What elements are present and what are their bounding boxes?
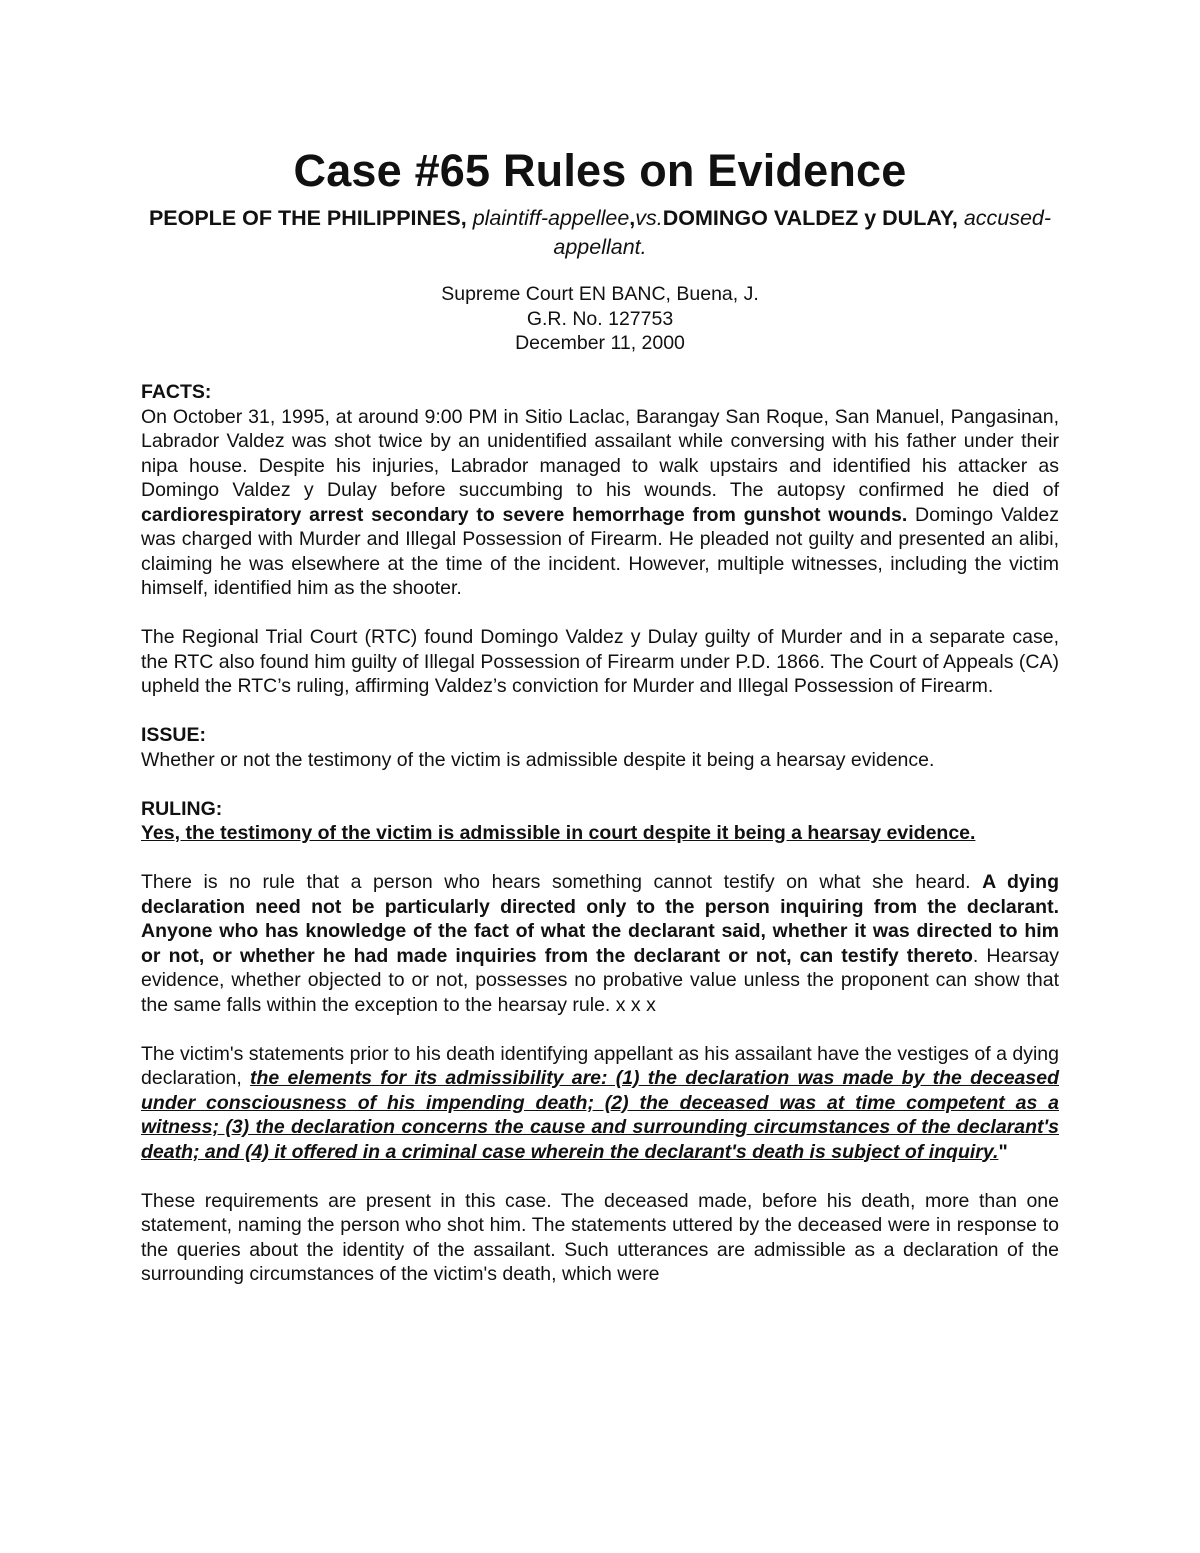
facts-paragraph-1: On October 31, 1995, at around 9:00 PM in Sitio Laclac, Barangay San Roque, San Manuel, Pangasinan, Labrador Valdez was shot twice by an unidentified assailant while conversing with his father under their nipa house. Despite his injuries, Labrador managed to walk upstairs and identified his attacker as Domingo Valdez y Dulay before succumbing to his wounds. The autopsy confirmed he died of cardiorespiratory arrest secondary to severe hemorrhage from gunshot wounds. Domingo Valdez was charged with Murder and Illegal Possession of Firearm. He pleaded not guilty and presented an alibi, claiming he was elsewhere at the time of the incident. However, multiple witnesses, including the victim himself, identified him as the shooter. bbox=[141, 405, 1059, 599]
accused-role: accused-appellant bbox=[553, 206, 1052, 259]
decision-date: December 11, 2000 bbox=[515, 332, 685, 354]
page-title: Case #65 Rules on Evidence bbox=[293, 145, 907, 196]
versus: vs. bbox=[635, 206, 663, 230]
cause-of-death: cardiorespiratory arrest secondary to severe hemorrhage from gunshot wounds. bbox=[141, 503, 908, 526]
issue-text: Whether or not the testimony of the victim is admissible despite it being a hearsay evidence. bbox=[141, 748, 935, 771]
admissibility-elements: the elements for its admissibility are: (1) the declaration was made by the deceased under consciousness of his impending death; (2) the deceased was at time competent as a witness; (3) the declaration concerns the cause and surrounding circumstances of the declarant's death; and (4) it offered in a criminal case wherein the declarant's death is subject of inquiry. bbox=[141, 1067, 1059, 1163]
issue-heading: ISSUE: bbox=[141, 724, 207, 746]
plaintiff-role: plaintiff-appellee bbox=[472, 206, 630, 230]
facts-heading: FACTS: bbox=[141, 381, 212, 403]
case-parties: PEOPLE OF THE PHILIPPINES, plaintiff-appellee,vs.DOMINGO VALDEZ y DULAY, accused-appellant. bbox=[148, 206, 1052, 259]
ruling-answer: Yes, the testimony of the victim is admissible in court despite it being a hearsay evidence. bbox=[141, 822, 976, 844]
gr-number: G.R. No. 127753 bbox=[526, 307, 674, 330]
dying-declaration-rule: A dying declaration need not be particularly directed only to the person inquiring from the declarant. Anyone who has knowledge of the fact of what the declarant said, whether it was directed to him or not, or whether he had made inquiries from the declarant or not, can testify thereto bbox=[141, 871, 1059, 967]
ruling-paragraph-1: There is no rule that a person who hears something cannot testify on what she heard. A dying declaration need not be particularly directed only to the person inquiring from the declarant. Anyone who has knowledge of the fact of what the declarant said, whether it was directed to him or not, or whether he had made inquiries from the declarant or not, can testify thereto. Hearsay evidence, whether objected to or not, possesses no probative value unless the proponent can show that the same falls within the exception to the hearsay rule. x x x bbox=[141, 871, 1059, 1016]
case-meta bbox=[141, 282, 1059, 356]
accused-name: DOMINGO VALDEZ y DULAY bbox=[662, 206, 952, 230]
facts-paragraph-2: The Regional Trial Court (RTC) found Domingo Valdez y Dulay guilty of Murder and in a separate case, the RTC also found him guilty of Illegal Possession of Firearm under P.D. 1866. The Court of Appeals (CA) upheld the RTC’s ruling, affirming Valdez’s conviction for Murder and Illegal Possession of Firearm. bbox=[141, 626, 1059, 697]
plaintiff-name: PEOPLE OF THE PHILIPPINES bbox=[148, 206, 461, 230]
document-page bbox=[141, 140, 1059, 1287]
ruling-paragraph-3: These requirements are present in this case. The deceased made, before his death, more than one statement, naming the person who shot him. The statements uttered by the deceased were in response to the queries about the identity of the assailant. Such utterances are admissible as a declaration of the surrounding circumstances of the victim's death, which were bbox=[141, 1189, 1059, 1285]
court-info: Supreme Court EN BANC, Buena, J. bbox=[441, 283, 759, 305]
ruling-paragraph-2: The victim's statements prior to his death identifying appellant as his assailant have the vestiges of a dying declaration, the elements for its admissibility are: (1) the declaration was made by the deceased under consciousness of his impending death; (2) the deceased was at time competent as a witness; (3) the declaration concerns the cause and surrounding circumstances of the declarant's death; and (4) it offered in a criminal case wherein the declarant's death is subject of inquiry." bbox=[141, 1042, 1059, 1163]
ruling-heading: RULING: bbox=[141, 797, 223, 820]
